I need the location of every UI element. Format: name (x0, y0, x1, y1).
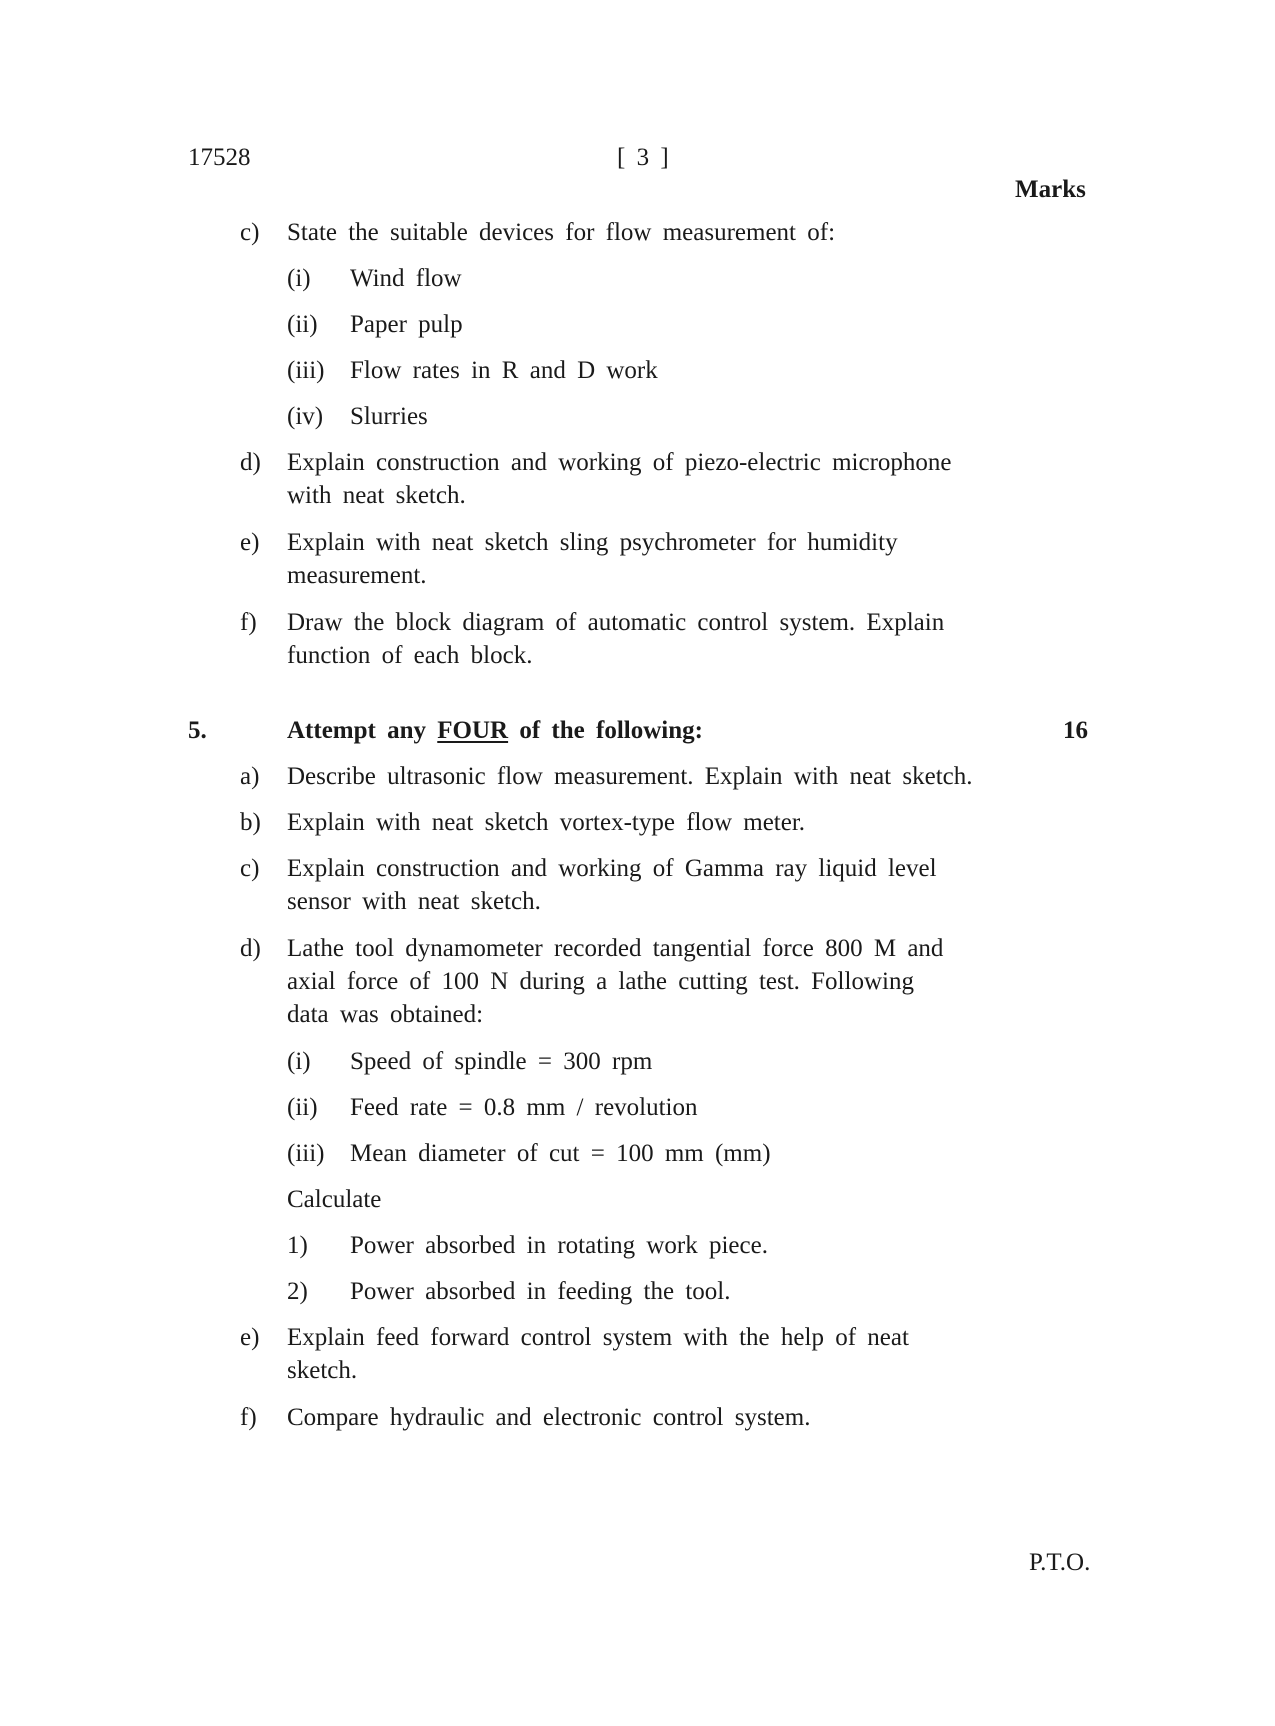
q5d-sub-text: Feed rate = 0.8 mm / revolution (350, 1094, 698, 1121)
q5d-sub-num: (ii) (287, 1094, 318, 1121)
q5-title (287, 717, 703, 745)
q4c-sub-text: Wind flow (350, 265, 462, 292)
q5a-label: a) (240, 763, 260, 790)
q5-marks: 16 (1063, 717, 1088, 744)
q4e-line1: Explain with neat sketch sling psychrometer for humidity (287, 529, 898, 556)
q5d-calc-num: 2) (287, 1278, 308, 1305)
q4d-label: d) (240, 449, 261, 476)
q5e-line2: sketch. (287, 1357, 358, 1384)
q5f-text: Compare hydraulic and electronic control system. (287, 1404, 811, 1431)
q4c-sub-num: (ii) (287, 311, 318, 338)
q5d-calc-text: Power absorbed in rotating work piece. (350, 1232, 768, 1259)
q5d-sub-text: Mean diameter of cut = 100 mm (mm) (350, 1140, 771, 1167)
q4e-label: e) (240, 529, 260, 556)
q4d-line2: with neat sketch. (287, 482, 466, 509)
q4c-text: State the suitable devices for flow measurement of: (287, 219, 836, 246)
q4c-sub-num: (i) (287, 265, 311, 292)
q4e-line2: measurement. (287, 562, 427, 589)
q4c-sub-text: Paper pulp (350, 311, 463, 338)
q5c-label: c) (240, 855, 260, 882)
q5a-text: Describe ultrasonic flow measurement. Explain with neat sketch. (287, 763, 973, 790)
q4f-line1: Draw the block diagram of automatic control system. Explain (287, 609, 945, 636)
q5-number: 5. (188, 717, 207, 744)
q5d-line1: Lathe tool dynamometer recorded tangential force 800 M and (287, 935, 944, 962)
q4c-label: c) (240, 219, 260, 246)
q5-title-emphasis: FOUR (437, 717, 509, 744)
q5e-label: e) (240, 1324, 260, 1351)
q5b-text: Explain with neat sketch vortex-type flow meter. (287, 809, 806, 836)
q5d-sub-num: (iii) (287, 1140, 325, 1167)
q4f-line2: function of each block. (287, 642, 533, 669)
q4c-sub-num: (iv) (287, 403, 324, 430)
q5f-label: f) (240, 1404, 257, 1431)
q5d-line2: axial force of 100 N during a lathe cutting test. Following (287, 968, 914, 995)
paper-code: 17528 (188, 144, 251, 171)
q5d-sub-text: Speed of spindle = 300 rpm (350, 1048, 653, 1075)
q5-title-pre: Attempt any (287, 717, 427, 744)
q4f-label: f) (240, 609, 257, 636)
q5d-sub-num: (i) (287, 1048, 311, 1075)
q5d-calc-num: 1) (287, 1232, 308, 1259)
page-number: [ 3 ] (617, 144, 669, 171)
q5d-line3: data was obtained: (287, 1001, 484, 1028)
q5b-label: b) (240, 809, 261, 836)
q5d-calc-text: Power absorbed in feeding the tool. (350, 1278, 731, 1305)
q5-title-post: of the following: (519, 717, 703, 744)
q4d-line1: Explain construction and working of piezo-electric microphone (287, 449, 952, 476)
q5d-label: d) (240, 935, 261, 962)
marks-header: Marks (1015, 176, 1086, 203)
q4c-sub-num: (iii) (287, 357, 325, 384)
q5c-line1: Explain construction and working of Gamma ray liquid level (287, 855, 937, 882)
q5d-calculate: Calculate (287, 1186, 382, 1213)
q5c-line2: sensor with neat sketch. (287, 888, 541, 915)
q4c-sub-text: Flow rates in R and D work (350, 357, 658, 384)
pto-footer: P.T.O. (1029, 1549, 1091, 1576)
q5e-line1: Explain feed forward control system with the help of neat (287, 1324, 909, 1351)
q4c-sub-text: Slurries (350, 403, 428, 430)
